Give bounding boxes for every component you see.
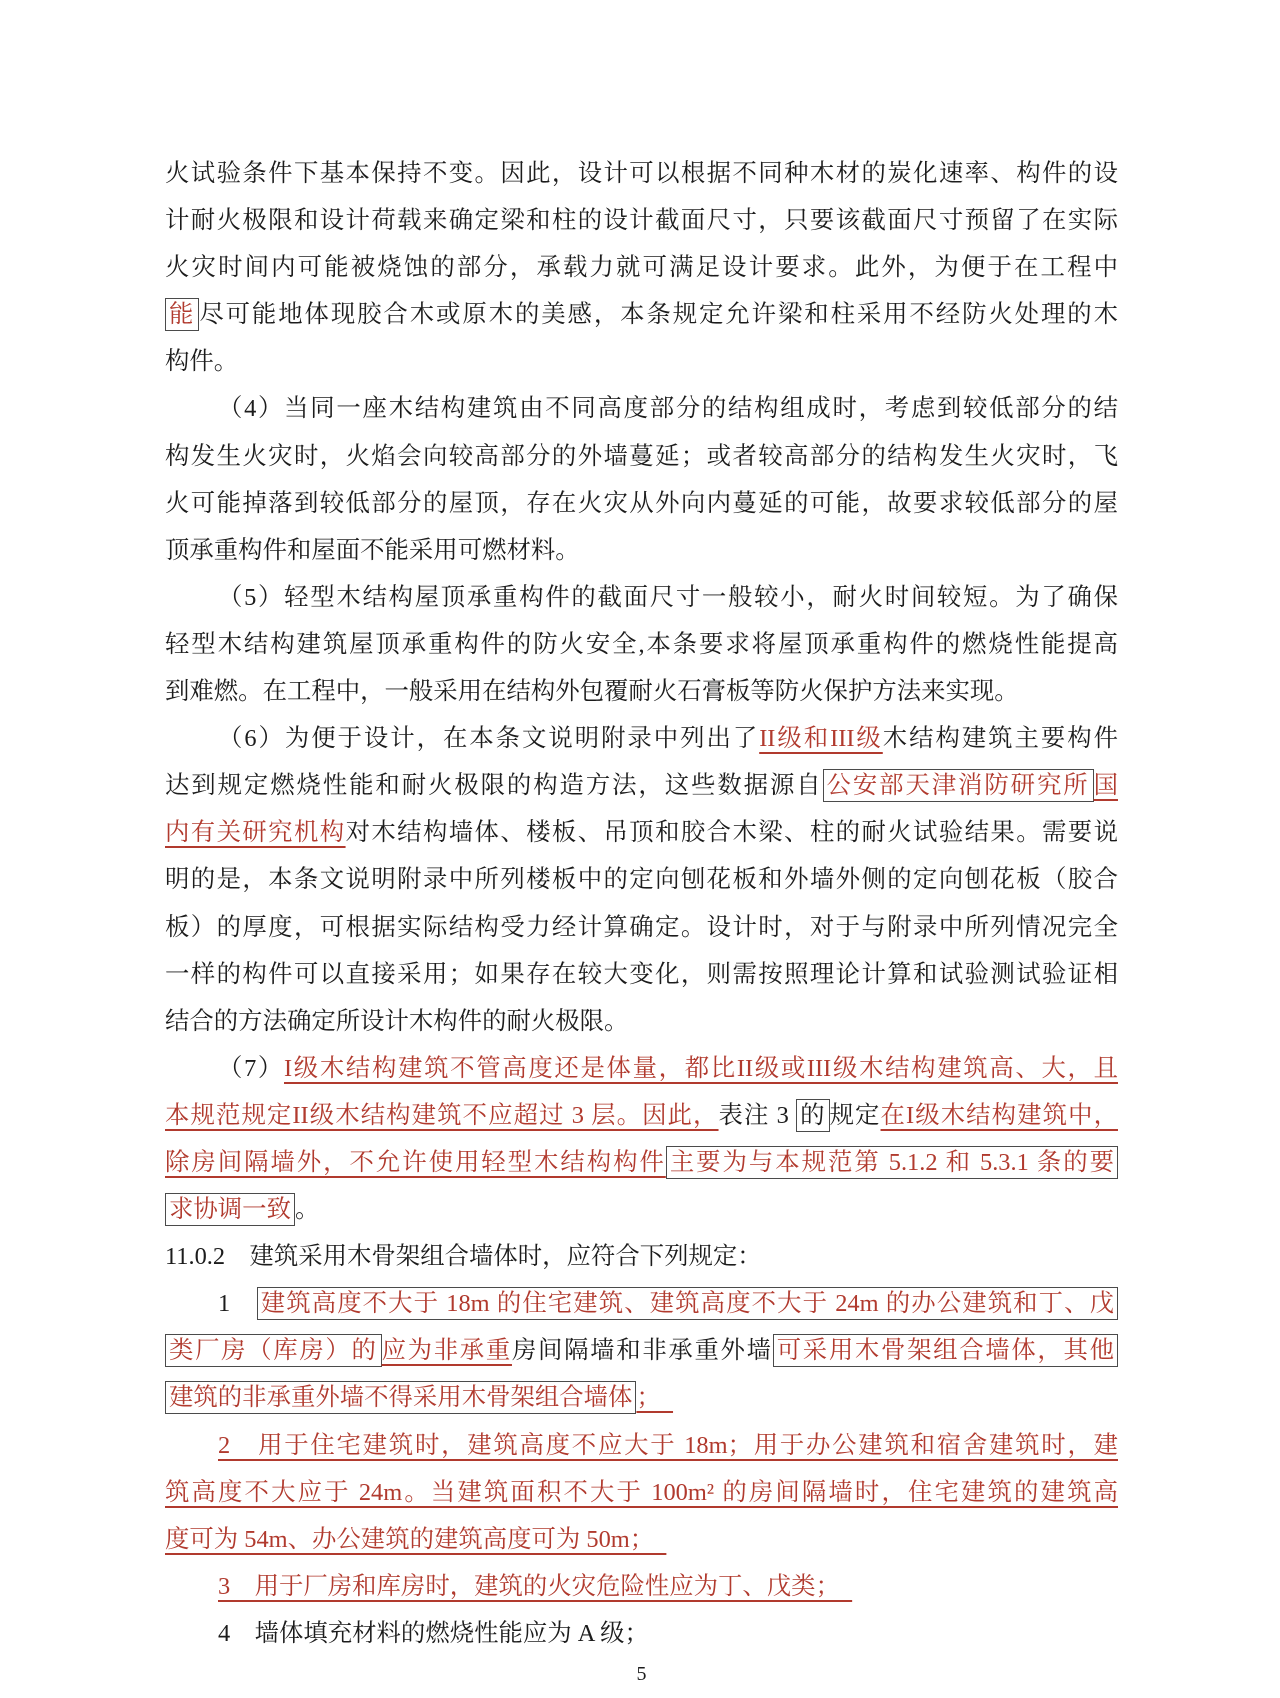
text-line bbox=[165, 856, 1118, 903]
text-line bbox=[165, 1563, 1118, 1610]
boxed-revision-text: 建筑高度不大于 18m 的住宅建筑、建筑高度不大于 24m 的办公建筑和丁、戊 bbox=[257, 1287, 1118, 1320]
text-run: 4 墙体填充材料的燃烧性能应为 A 级； bbox=[218, 1619, 649, 1647]
text-line bbox=[165, 1186, 1118, 1233]
text-run: （5）轻型木结构屋顶承重构件的截面尺寸一般较小，耐火时间较短。为了确保 bbox=[218, 583, 1118, 611]
page-number: 5 bbox=[636, 1663, 647, 1685]
inserted-text: 2 用于住宅建筑时，建筑高度不应大于 18m；用于办公建筑和宿舍建筑时，建 bbox=[218, 1431, 1118, 1459]
text-line bbox=[165, 1422, 1118, 1469]
text-run: 轻型木结构建筑屋顶承重构件的防火安全,本条要求将屋顶承重构件的燃烧性能提高 bbox=[165, 630, 1118, 658]
inserted-text: 度可为 54m、办公建筑的建筑高度可为 50m； bbox=[165, 1525, 667, 1553]
text-run: 顶承重构件和屋面不能采用可燃材料。 bbox=[165, 536, 580, 564]
text-line bbox=[165, 527, 1118, 574]
text-line bbox=[165, 809, 1118, 856]
text-line bbox=[165, 951, 1118, 998]
inserted-text: 3 用于厂房和库房时，建筑的火灾危险性应为丁、戊类； bbox=[218, 1572, 853, 1600]
text-run: 构件。 bbox=[165, 348, 239, 376]
text-line bbox=[165, 715, 1118, 762]
boxed-text: 的 bbox=[796, 1099, 829, 1132]
text-line bbox=[165, 338, 1118, 385]
text-run: 火试验条件下基本保持不变。因此，设计可以根据不同种木材的炭化速率、构件的设 bbox=[165, 160, 1118, 187]
text-line bbox=[165, 998, 1118, 1045]
boxed-revision-text: 可采用木骨架组合墙体，其他 bbox=[773, 1334, 1118, 1367]
text-run: 明的是，本条文说明附录中所列楼板中的定向刨花板和外墙外侧的定向刨花板（胶合 bbox=[165, 866, 1118, 894]
inserted-text: 内有关研究机构 bbox=[165, 819, 346, 847]
inserted-text: II级和III级 bbox=[759, 725, 883, 753]
text-line bbox=[165, 480, 1118, 527]
text-run: 。 bbox=[294, 1196, 320, 1224]
inserted-text: 除房间隔墙外，不允许使用轻型木结构构件 bbox=[165, 1148, 666, 1176]
text-line bbox=[165, 1374, 1118, 1421]
text-line bbox=[165, 150, 1118, 197]
text-line bbox=[165, 1516, 1118, 1563]
text-run: 尽可能地体现胶合木或原木的美感，本条规定允许梁和柱采用不经防火处理的木 bbox=[199, 301, 1118, 329]
inserted-text: 本规范规定II级木结构建筑不应超过 3 层。因此， bbox=[165, 1101, 719, 1129]
text-run: （4）当同一座木结构建筑由不同高度部分的结构组成时，考虑到较低部分的结 bbox=[218, 395, 1118, 423]
text-line bbox=[165, 668, 1118, 715]
text-run: 房间隔墙和非承重外墙 bbox=[511, 1337, 773, 1365]
boxed-revision-text: 主要为与本规范第 5.1.2 和 5.3.1 条的要 bbox=[666, 1146, 1118, 1179]
text-run: 构发生火灾时，火焰会向较高部分的外墙蔓延；或者较高部分的结构发生火灾时，飞 bbox=[165, 442, 1118, 470]
inserted-text: I级木结构建筑不管高度还是体量，都比II级或III级木结构建筑高、大，且 bbox=[284, 1054, 1118, 1082]
boxed-revision-text: 类厂房（库房）的 bbox=[165, 1334, 382, 1367]
text-run: 1 bbox=[218, 1290, 257, 1318]
text-run: 结合的方法确定所设计木构件的耐火极限。 bbox=[165, 1007, 629, 1035]
text-run: （7） bbox=[218, 1054, 284, 1082]
inserted-text: 国 bbox=[1093, 772, 1118, 800]
text-line bbox=[165, 1610, 1118, 1657]
inserted-text: 筑高度不大应于 24m。当建筑面积不大于 100m² 的房间隔墙时，住宅建筑的建筑高 bbox=[165, 1478, 1118, 1506]
text-run: 到难燃。在工程中，一般采用在结构外包覆耐火石膏板等防火保护方法来实现。 bbox=[165, 678, 1019, 706]
text-line bbox=[165, 1092, 1118, 1139]
text-line bbox=[165, 574, 1118, 621]
text-line bbox=[165, 197, 1118, 244]
text-line bbox=[165, 1045, 1118, 1092]
text-line bbox=[165, 385, 1118, 432]
text-line bbox=[165, 1233, 1118, 1280]
text-line bbox=[165, 1139, 1118, 1186]
text-run: 一样的构件可以直接采用；如果存在较大变化，则需按照理论计算和试验测试验证相 bbox=[165, 960, 1118, 988]
text-line bbox=[165, 1469, 1118, 1516]
text-run: 表注 3 bbox=[718, 1101, 797, 1129]
text-line bbox=[165, 1280, 1118, 1327]
text-line bbox=[165, 244, 1118, 291]
text-line bbox=[165, 433, 1118, 480]
text-run: 计耐火极限和设计荷载来确定梁和柱的设计截面尺寸，只要该截面尺寸预留了在实际 bbox=[165, 207, 1118, 235]
text-run: 达到规定燃烧性能和耐火极限的构造方法，这些数据源自 bbox=[165, 772, 823, 800]
text-run: 规定 bbox=[829, 1101, 881, 1129]
document-body bbox=[165, 150, 1118, 1657]
text-run: 11.0.2 建筑采用木骨架组合墙体时，应符合下列规定： bbox=[165, 1243, 762, 1271]
text-line bbox=[165, 762, 1118, 809]
text-run: 对木结构墙体、楼板、吊顶和胶合木梁、柱的耐火试验结果。需要说 bbox=[345, 819, 1118, 847]
text-line bbox=[165, 291, 1118, 338]
text-run: （6）为便于设计，在本条文说明附录中列出了 bbox=[218, 725, 760, 753]
boxed-revision-text: 求协调一致 bbox=[165, 1193, 295, 1226]
boxed-revision-text: 建筑的非承重外墙不得采用木骨架组合墙体 bbox=[165, 1381, 636, 1414]
inserted-text: 应为非承重 bbox=[381, 1337, 512, 1365]
inserted-text: ； bbox=[636, 1384, 674, 1412]
text-line bbox=[165, 1327, 1118, 1374]
text-line bbox=[165, 621, 1118, 668]
text-line bbox=[165, 904, 1118, 951]
inserted-text: 在I级木结构建筑中， bbox=[880, 1101, 1118, 1129]
text-run: 板）的厚度，可根据实际结构受力经计算确定。设计时，对于与附录中所列情况完全 bbox=[165, 913, 1118, 941]
text-run: 火可能掉落到较低部分的屋顶，存在火灾从外向内蔓延的可能，故要求较低部分的屋 bbox=[165, 489, 1118, 517]
boxed-revision-text: 能 bbox=[165, 298, 199, 331]
boxed-revision-text: 公安部天津消防研究所 bbox=[823, 769, 1094, 802]
text-run: 木结构建筑主要构件 bbox=[882, 725, 1118, 753]
text-run: 火灾时间内可能被烧蚀的部分，承载力就可满足设计要求。此外，为便于在工程中 bbox=[165, 254, 1118, 282]
